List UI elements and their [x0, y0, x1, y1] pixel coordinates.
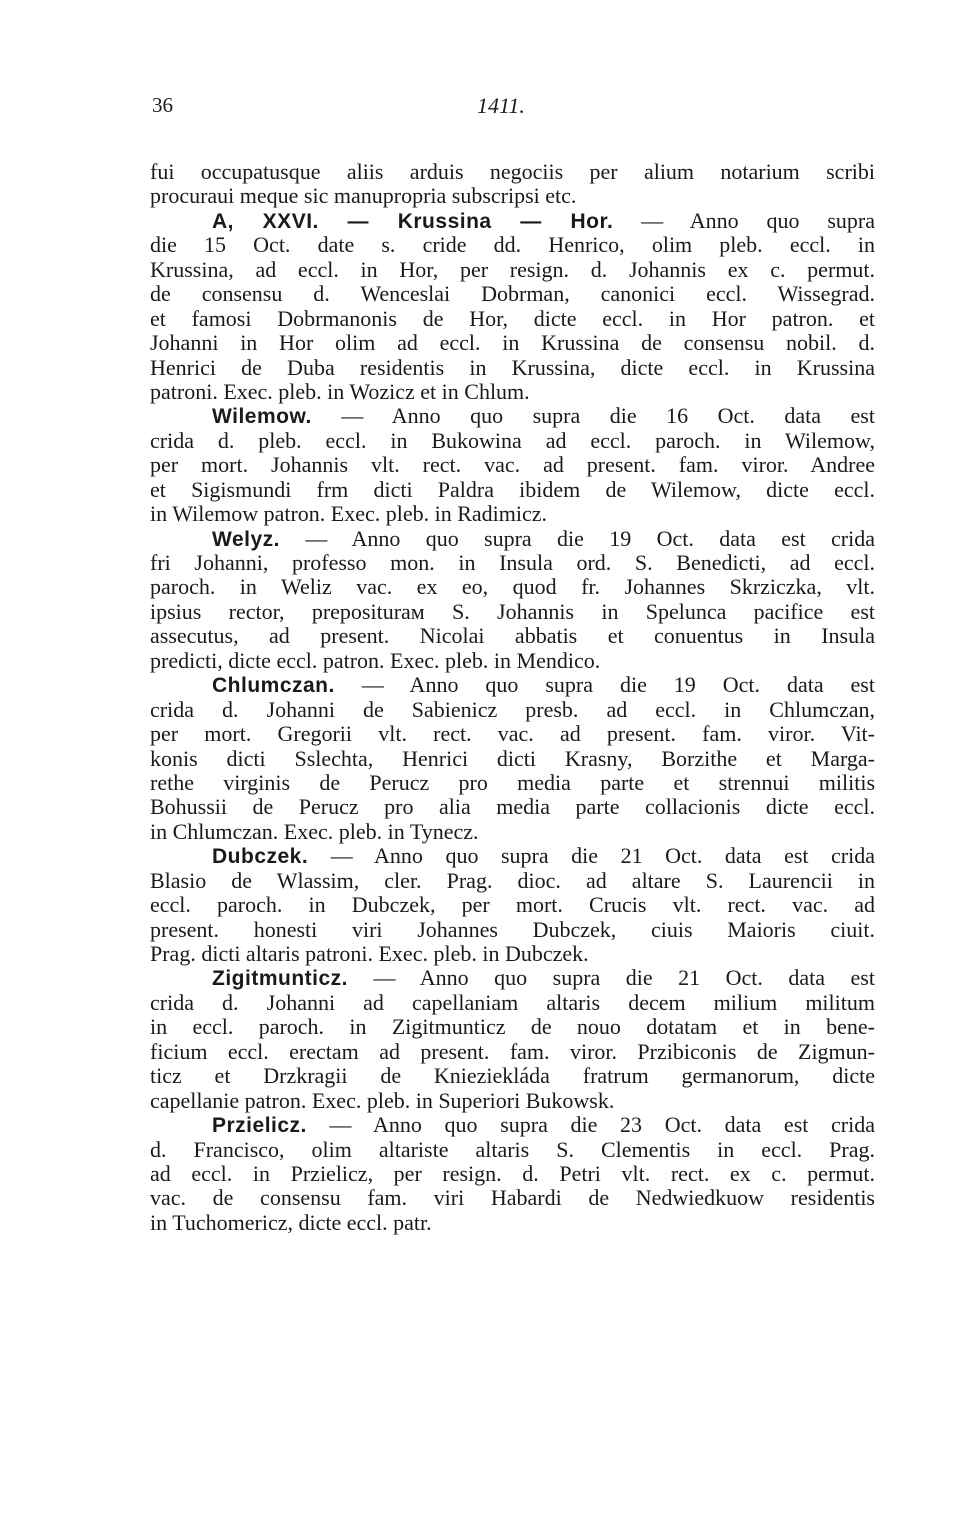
line-text: ipsius rector, prepositurам S. Johannis in Spelunca pacifice est: [150, 598, 875, 624]
line-text: crida d. Johanni ad capellaniam altaris decem milium militum: [150, 989, 875, 1015]
text-line: [150, 649, 875, 673]
text-line: [150, 893, 875, 917]
line-text: d. Francisco, olim altariste altaris S. Clementis in eccl. Prag.: [150, 1136, 875, 1162]
line-text: die 15 Oct. date s. cride dd. Henrico, olim pleb. eccl. in: [150, 232, 875, 258]
line-text: per mort. Johannis vlt. rect. vac. ad present. fam. viror. Andree: [150, 452, 875, 478]
line-text: ticz et Drzkragii de Knieziekláda fratrum germanorum, dicte: [150, 1063, 875, 1089]
line-text: Blasio de Wlassim, cler. Prag. dioc. ad altare S. Laurencii in: [150, 867, 875, 893]
text-line: [150, 771, 875, 795]
text-line: [150, 820, 875, 844]
line-text: in Wilemow patron. Exec. pleb. in Radimicz.: [150, 501, 548, 527]
line-text: rethe virginis de Perucz pro media parte et strennui militis: [150, 769, 875, 795]
body-text: [150, 160, 875, 1235]
text-line: [150, 356, 875, 380]
line-text: present. honesti viri Johannes Dubczek, ciuis Maioris ciuit.: [150, 916, 875, 942]
entry-place-name: Przielicz.: [212, 1114, 307, 1138]
line-text: paroch. in Weliz vac. ex eo, quod fr. Johannes Skrziczka, vlt.: [150, 574, 875, 600]
line-text: fri Johanni, professo mon. in Insula ord. S. Benedicti, ad eccl.: [150, 550, 875, 575]
text-line: [150, 575, 875, 599]
entry-place-name: Wilemow.: [212, 405, 312, 429]
line-text: Krussina, ad eccl. in Hor, per resign. d. Johannis ex c. permut.: [150, 256, 875, 282]
text-line: [150, 698, 875, 722]
text-line: [150, 991, 875, 1015]
line-text: vac. de consensu fam. viri Habardi de Nedwiedkuow residentis: [150, 1185, 875, 1211]
text-line: [150, 1040, 875, 1064]
text-line: [150, 331, 875, 355]
line-text: et Sigismundi frm dicti Paldra ibidem de Wilemow, dicte eccl.: [150, 476, 875, 502]
text-line: [150, 942, 875, 966]
line-text: — Anno quo supra die 21 Oct. data est: [348, 965, 875, 991]
running-head: [150, 93, 875, 123]
text-line: [150, 380, 875, 404]
text-line: [150, 600, 875, 624]
entry-place-name: Zigitmunticz.: [212, 967, 348, 991]
entry-place-name: Chlumczan.: [212, 674, 335, 698]
page-year: 1411.: [477, 93, 525, 118]
line-text: eccl. paroch. in Dubczek, per mort. Crucis vlt. rect. vac. ad: [150, 892, 875, 918]
text-line: [150, 282, 875, 306]
line-text: et famosi Dobrmanonis de Hor, dicte eccl. in Hor patron. et: [150, 305, 875, 331]
line-text: fui occupatusque aliis arduis negociis per alium notarium scribi: [150, 159, 875, 184]
text-line: [150, 1211, 875, 1235]
entry-place-name: A, XXVI. — Krussina — Hor.: [212, 209, 614, 233]
line-text: patroni. Exec. pleb. in Wozicz et in Chlum.: [150, 378, 530, 404]
text-line: [150, 429, 875, 453]
line-text: Prag. dicti altaris patroni. Exec. pleb. in Dubczek.: [150, 941, 589, 966]
line-text: capellanie patron. Exec. pleb. in Superiori Bukowsk.: [150, 1087, 615, 1113]
text-line: [150, 1015, 875, 1039]
entry-heading-line: [150, 1113, 875, 1137]
line-text: — Anno quo supra: [613, 207, 875, 233]
line-text: per mort. Gregorii vlt. rect. vac. ad present. fam. viror. Vit-: [150, 721, 875, 747]
line-text: — Anno quo supra die 21 Oct. data est crida: [308, 843, 875, 869]
line-text: — Anno quo supra die 16 Oct. data est: [311, 403, 875, 429]
text-line: [150, 478, 875, 502]
line-text: Johanni in Hor olim ad eccl. in Krussina de consensu nobil. d.: [150, 330, 875, 356]
line-text: ad eccl. in Przielicz, per resign. d. Petri vlt. rect. ex c. permut.: [150, 1160, 875, 1186]
line-text: procuraui meque sic manupropria subscripsi etc.: [150, 183, 577, 209]
line-text: ficium eccl. erectam ad present. fam. viror. Przibiconis de Zigmun-: [150, 1038, 875, 1064]
entry-place-name: Welyz.: [212, 527, 280, 551]
line-text: in Tuchomericz, dicte eccl. patr.: [150, 1209, 432, 1235]
text-line: [150, 1186, 875, 1210]
text-line: [150, 160, 875, 184]
text-line: [150, 184, 875, 208]
line-text: crida d. pleb. eccl. in Bukowina ad eccl. paroch. in Wilemow,: [150, 427, 875, 453]
text-line: [150, 233, 875, 257]
page-number: 36: [152, 93, 173, 117]
line-text: — Anno quo supra die 23 Oct. data est crida: [306, 1112, 875, 1138]
line-text: — Anno quo supra die 19 Oct. data est crida: [279, 525, 875, 551]
text-line: [150, 502, 875, 526]
text-line: [150, 747, 875, 771]
line-text: Bohussii de Perucz pro alia media parte collacionis dicte eccl.: [150, 794, 875, 820]
line-text: de consensu d. Wenceslai Dobrman, canonici eccl. Wissegrad.: [150, 281, 875, 307]
text-line: [150, 869, 875, 893]
line-text: in Chlumczan. Exec. pleb. in Tynecz.: [150, 818, 479, 844]
text-line: [150, 918, 875, 942]
line-text: Henrici de Duba residentis in Krussina, dicte eccl. in Krussina: [150, 354, 875, 380]
line-text: in eccl. paroch. in Zigitmunticz de nouo dotatam et in bene-: [150, 1014, 875, 1040]
text-line: [150, 1089, 875, 1113]
entry-heading-line: [150, 673, 875, 697]
entry-heading-line: [150, 844, 875, 868]
text-line: [150, 1064, 875, 1088]
line-text: — Anno quo supra die 19 Oct. data est: [334, 672, 875, 698]
text-line: [150, 1138, 875, 1162]
entry-heading-line: [150, 966, 875, 990]
line-text: predicti, dicte eccl. patron. Exec. pleb. in Mendico.: [150, 647, 601, 673]
text-line: [150, 551, 875, 575]
text-line: [150, 453, 875, 477]
entry-heading-line: [150, 404, 875, 428]
line-text: crida d. Johanni de Sabienicz presb. ad eccl. in Chlumczan,: [150, 696, 875, 722]
entry-heading-line: [150, 209, 875, 233]
text-line: [150, 795, 875, 819]
line-text: konis dicti Sslechta, Henrici dicti Krasny, Borzithe et Marga-: [150, 745, 875, 771]
entry-place-name: Dubczek.: [212, 845, 309, 869]
text-line: [150, 722, 875, 746]
line-text: assecutus, ad present. Nicolai abbatis et conuentus in Insula: [150, 623, 875, 649]
text-line: [150, 258, 875, 282]
text-line: [150, 307, 875, 331]
text-line: [150, 1162, 875, 1186]
entry-heading-line: [150, 527, 875, 551]
text-line: [150, 624, 875, 648]
